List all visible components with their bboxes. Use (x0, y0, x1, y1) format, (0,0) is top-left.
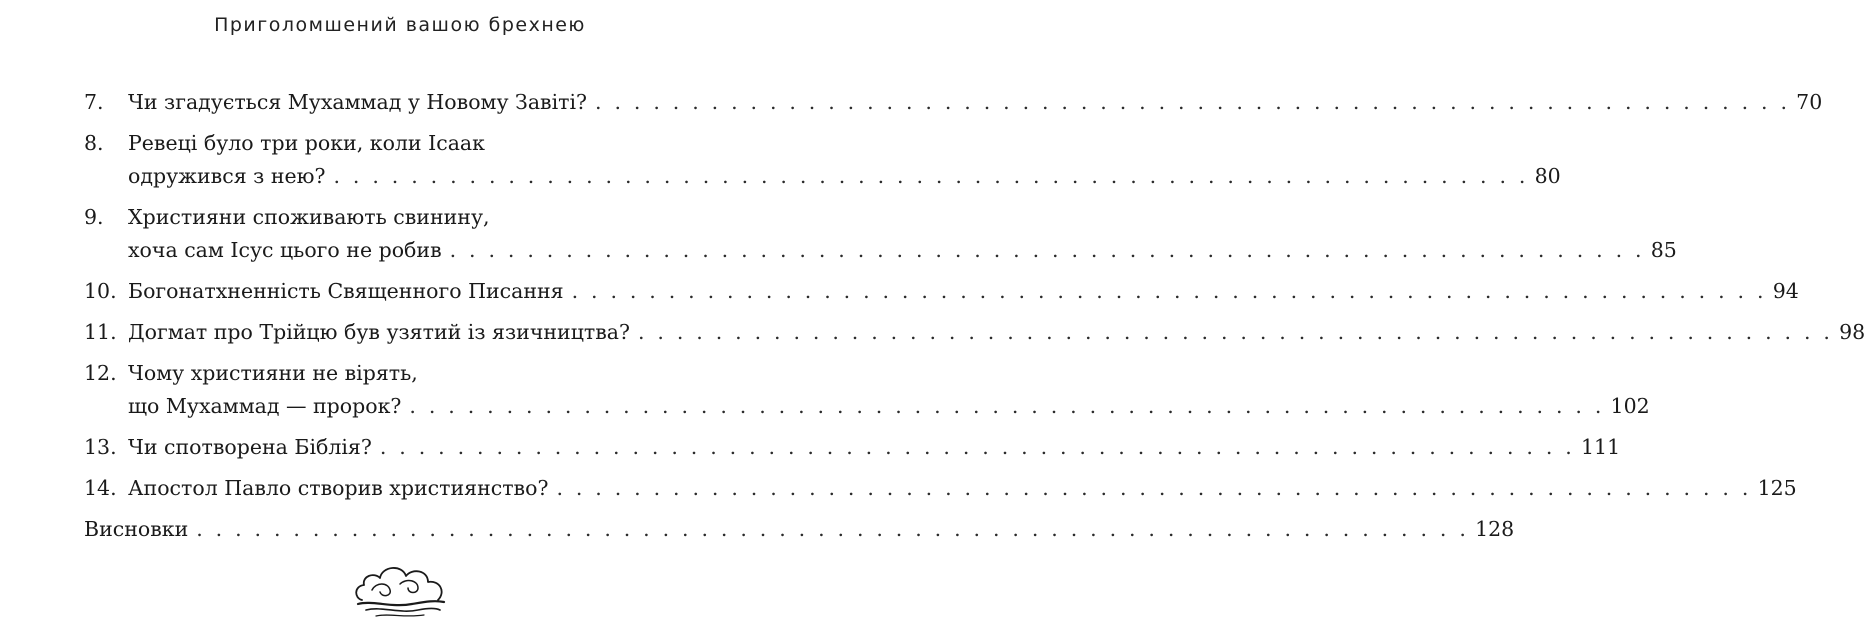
toc-entry-body (128, 316, 1865, 349)
toc-entry-body (128, 431, 1621, 464)
cloud-flourish-icon (352, 560, 448, 622)
toc-page-number: 80 (1534, 164, 1561, 188)
toc-entry-line (128, 431, 1621, 464)
toc-entry-line (128, 316, 1865, 349)
toc-entry-body (128, 357, 1650, 423)
toc-entry-12[interactable] (84, 357, 1650, 423)
dot-leader: . . . . . . . . . . . . . . . . . . . . . . . . . . . . . . . . . . . . . . . . . . . . . . . . . . . . . . . . . . . . . . (333, 164, 1529, 188)
toc-entry-title-line: Християни споживають свинину, (128, 205, 490, 229)
toc-entry-line (128, 234, 1677, 267)
toc-entry-number: 14. (84, 476, 117, 500)
toc-entry-title: Богонатхненність Священного Писання (128, 279, 564, 303)
dot-leader: . . . . . . . . . . . . . . . . . . . . . . . . . . . . . . . . . . . . . . . . . . . . . . . . . . . . . . . . . . . . . . (556, 476, 1752, 500)
toc-entry-title: одружився з нею? (128, 164, 326, 188)
toc-entry-10[interactable] (84, 275, 1799, 308)
toc-entry-title-line: Чому християни не вірять, (128, 361, 418, 385)
toc-entry-line (84, 513, 1515, 546)
dot-leader: . . . . . . . . . . . . . . . . . . . . . . . . . . . . . . . . . . . . . . . . . . . . . . . . . . . . . . . . . . . . . . (595, 90, 1791, 114)
toc-entry-title: Чи спотворена Біблія? (128, 435, 372, 459)
toc-entry-body (128, 275, 1799, 308)
toc-entry-body (84, 513, 1515, 546)
toc-entry-14[interactable] (84, 472, 1797, 505)
toc-page-number: 85 (1650, 238, 1677, 262)
toc-entry-title: хоча сам Ісус цього не робив (128, 238, 442, 262)
toc-entry-title: Догмат про Трійцю був узятий із язичництва? (128, 320, 630, 344)
toc-entry-9[interactable] (84, 201, 1677, 267)
toc-page-number: 94 (1772, 279, 1799, 303)
table-of-contents (84, 86, 1865, 554)
dot-leader: . . . . . . . . . . . . . . . . . . . . . . . . . . . . . . . . . . . . . . . . . . . . . . . . . . . . . . . . . . . . . . . . . . (196, 517, 1470, 541)
toc-entry-conclusion[interactable] (84, 513, 1515, 546)
toc-entry-line (128, 390, 1650, 423)
dot-leader: . . . . . . . . . . . . . . . . . . . . . . . . . . . . . . . . . . . . . . . . . . . . . . . . . . . . . . . . . . . . . . (409, 394, 1605, 418)
toc-entry-number: 8. (84, 131, 104, 155)
toc-entry-body (128, 201, 1677, 267)
dot-leader: . . . . . . . . . . . . . . . . . . . . . . . . . . . . . . . . . . . . . . . . . . . . . . . . . . . . . . . . . . . . . . (638, 320, 1834, 344)
toc-entry-7[interactable] (84, 86, 1823, 119)
toc-entry-line (128, 160, 1561, 193)
toc-page-number: 128 (1475, 517, 1515, 541)
toc-entry-title: Апостол Павло створив християнство? (128, 476, 549, 500)
dot-leader: . . . . . . . . . . . . . . . . . . . . . . . . . . . . . . . . . . . . . . . . . . . . . . . . . . . . . . . . . . . . . . (449, 238, 1645, 262)
toc-entry-body (128, 472, 1797, 505)
dot-leader: . . . . . . . . . . . . . . . . . . . . . . . . . . . . . . . . . . . . . . . . . . . . . . . . . . . . . . . . . . . . . . (571, 279, 1767, 303)
toc-page-number: 70 (1796, 90, 1823, 114)
toc-entry-line (128, 86, 1823, 119)
dot-leader: . . . . . . . . . . . . . . . . . . . . . . . . . . . . . . . . . . . . . . . . . . . . . . . . . . . . . . . . . . . . . . (379, 435, 1575, 459)
toc-entry-number: 13. (84, 435, 117, 459)
toc-entry-number: 12. (84, 361, 117, 385)
toc-entry-number: 10. (84, 279, 117, 303)
toc-page-number: 111 (1580, 435, 1621, 459)
toc-entry-body (128, 86, 1823, 119)
running-header: Приголомшений вашою брехнею (214, 14, 586, 36)
toc-page-number: 102 (1610, 394, 1650, 418)
toc-entry-title-line: Ревеці було три роки, коли Ісаак (128, 131, 485, 155)
toc-entry-title: що Мухаммад — пророк? (128, 394, 402, 418)
toc-entry-number: 11. (84, 320, 117, 344)
toc-entry-11[interactable] (84, 316, 1865, 349)
toc-page-number: 98 (1839, 320, 1865, 344)
toc-entry-line (128, 472, 1797, 505)
toc-entry-13[interactable] (84, 431, 1621, 464)
toc-entry-body (128, 127, 1561, 193)
toc-entry-8[interactable] (84, 127, 1561, 193)
toc-entry-number: 7. (84, 90, 104, 114)
toc-page-number: 125 (1757, 476, 1797, 500)
toc-entry-line (128, 275, 1799, 308)
toc-entry-title: Чи згадується Мухаммад у Новому Завіті? (128, 90, 588, 114)
toc-entry-number: 9. (84, 205, 104, 229)
toc-entry-title: Висновки (84, 517, 189, 541)
